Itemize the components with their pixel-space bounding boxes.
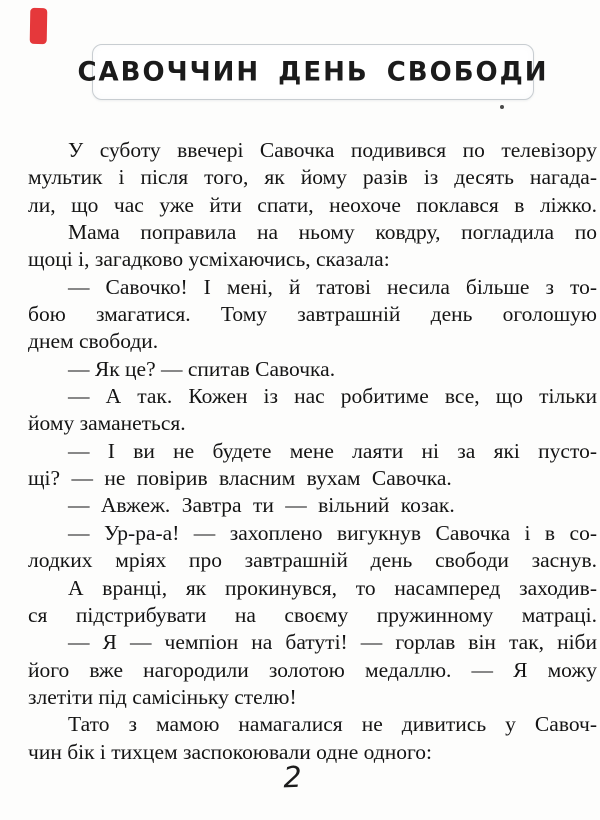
text-line: чин бік і тихцем заспокоювали одне одного:	[28, 739, 432, 764]
story-text	[28, 137, 597, 766]
text-line: щоці і, загадково усміхаючись, сказала:	[28, 247, 390, 272]
text-line: мультик і після того, як йому разів із десять нагада-	[28, 165, 597, 190]
text-line: А вранці, як прокинувся, то насамперед заходив-	[68, 575, 597, 600]
chapter-title: САВОЧЧИН ДЕНЬ СВОБОДИ	[77, 56, 549, 88]
text-line: — А так. Кожен із нас робитиме все, що тільки	[68, 384, 597, 409]
text-line: бою змагатися. Тому завтрашній день оголошую	[28, 302, 597, 327]
text-line: лодких мріях про завтрашній день свободи заснув.	[28, 548, 597, 573]
text-line: днем свободи.	[28, 329, 159, 354]
text-line: Мама поправила на ньому ковдру, погладила по	[68, 220, 597, 245]
text-line: його вже нагородили золотою медаллю. — Я можу	[28, 657, 597, 682]
text-line: — Як це? — спитав Савочка.	[68, 356, 336, 381]
text-line: У суботу ввечері Савочка подивився по телевізору	[68, 138, 597, 162]
text-line: йому заманеться.	[28, 411, 186, 436]
text-line: ся підстрибувати на своєму пружинному матраці.	[28, 602, 597, 627]
text-line: злетіти під самісіньку стелю!	[28, 684, 297, 709]
text-line: — Я — чемпіон на батуті! — горлав він так, ніби	[68, 630, 597, 655]
page-number: 2	[282, 759, 303, 795]
red-bookmark-tab	[30, 8, 48, 44]
text-line: ли, що час уже йти спати, неохоче поклався в ліжко.	[28, 192, 597, 217]
stray-ink-dot	[500, 105, 504, 109]
chapter-title-box	[77, 44, 549, 100]
text-line: Тато з мамою намагалися не дивитись у Савоч-	[68, 712, 597, 737]
text-line: — І ви не будете мене лаяти ні за які пусто-	[68, 438, 597, 463]
text-line: — Авжеж. Завтра ти — вільний козак.	[68, 493, 455, 518]
text-line: — Савочко! І мені, й татові несила більше з то-	[68, 274, 597, 299]
text-line: — Ур-ра-а! — захоплено вигукнув Савочка і в со-	[68, 520, 597, 545]
text-line: щі? — не повірив власним вухам Савочка.	[28, 466, 452, 491]
